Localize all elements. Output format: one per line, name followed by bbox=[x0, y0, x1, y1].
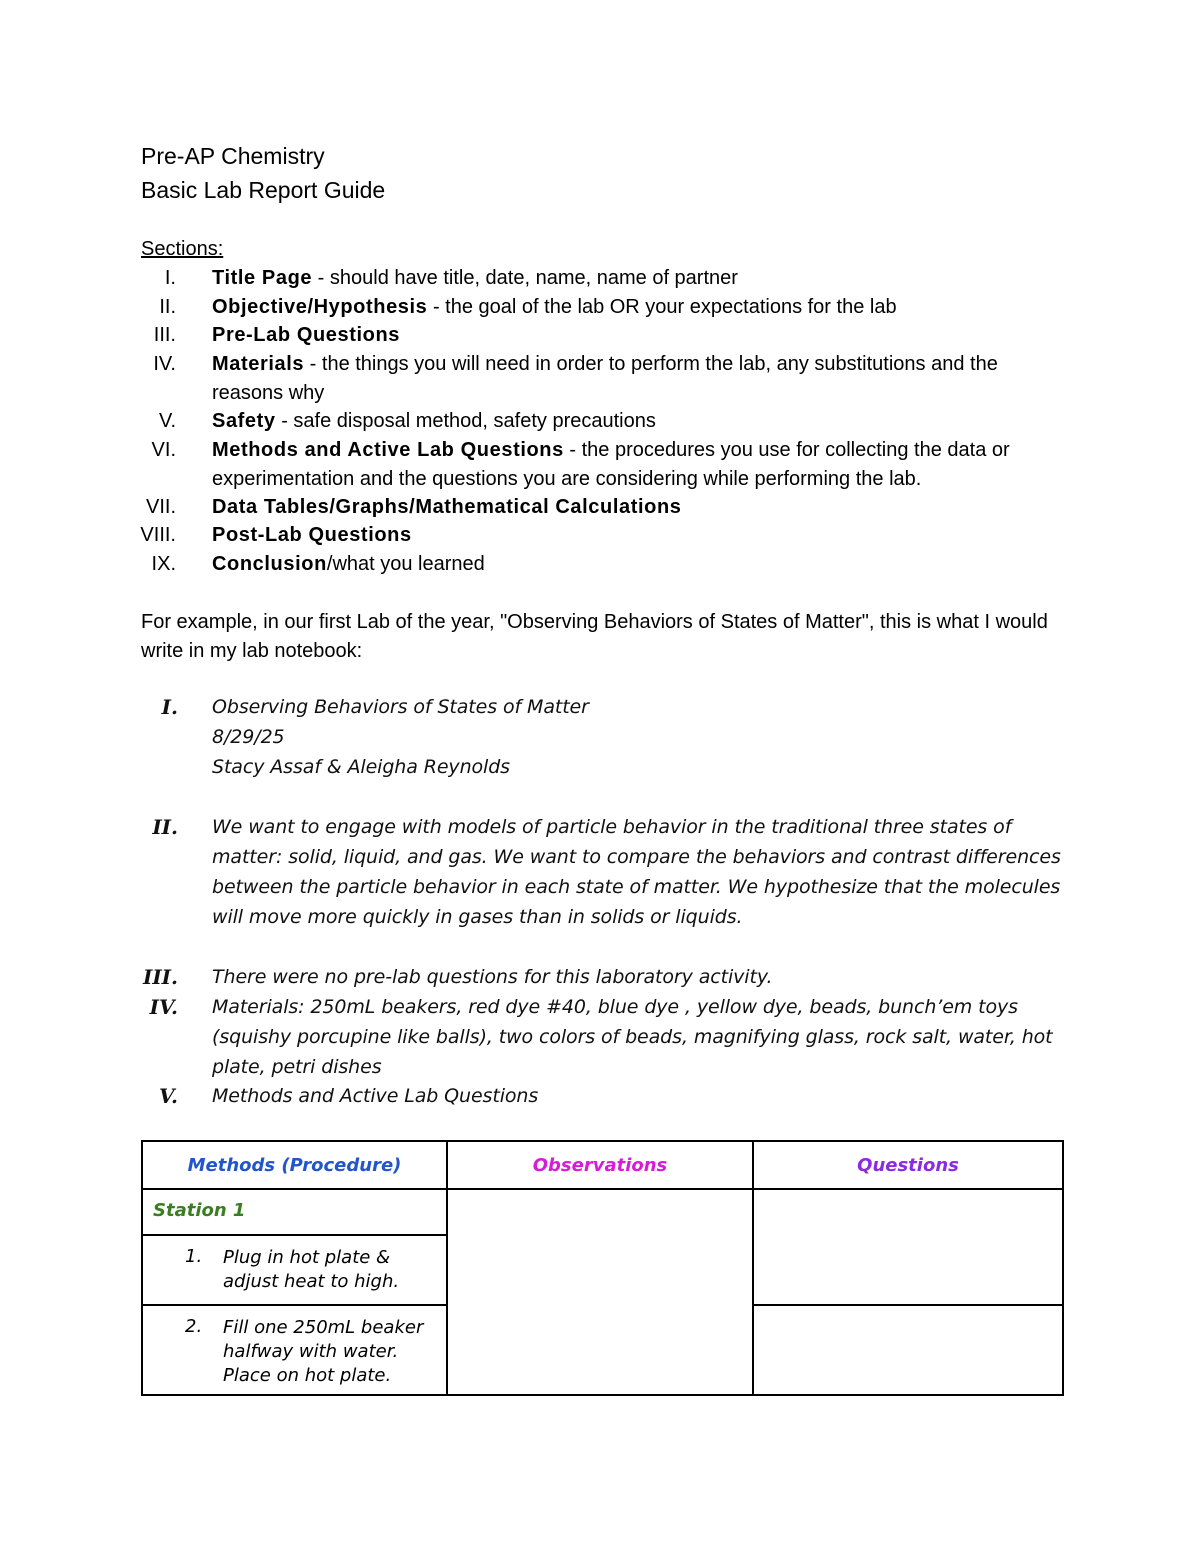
example-lab-title: Observing Behaviors of States of Matter bbox=[212, 696, 589, 718]
section-number: VII. bbox=[145, 496, 176, 518]
document-title: Basic Lab Report Guide bbox=[141, 177, 386, 203]
section-title: Data Tables/Graphs/Mathematical Calculations bbox=[212, 496, 682, 518]
step-text: Fill one 250mL beaker halfway with water. Place on hot plate. bbox=[223, 1317, 424, 1386]
station-label: Station 1 bbox=[142, 1189, 447, 1235]
section-title: Materials bbox=[212, 353, 305, 375]
sections-label: Sections: bbox=[141, 238, 224, 260]
example-number: III. bbox=[142, 965, 178, 989]
table-row bbox=[142, 1189, 1063, 1235]
observations-header: Observations bbox=[447, 1141, 753, 1189]
section-description: - the things you will need in order to perform the lab, any substitutions and the reasons why bbox=[212, 353, 998, 404]
example-text: Methods and Active Lab Questions bbox=[212, 1085, 539, 1107]
section-number: V. bbox=[158, 410, 176, 432]
example-number: IV. bbox=[149, 995, 178, 1019]
section-number: III. bbox=[153, 324, 176, 346]
example-text: Materials: 250mL beakers, red dye #40, blue dye , yellow dye, beads, bunch’em toys (squishy porcupine like balls), two colors of beads, magnifying glass, rock salt, water, hot plate, petri dishes bbox=[212, 996, 1053, 1078]
example-text: There were no pre-lab questions for this laboratory activity. bbox=[212, 966, 773, 988]
methods-table bbox=[141, 1140, 1064, 1396]
section-number: IX. bbox=[151, 553, 176, 575]
section-number: VIII. bbox=[140, 524, 176, 546]
step-number: 2. bbox=[185, 1316, 203, 1337]
example-number: II. bbox=[152, 815, 178, 839]
table-header-row bbox=[142, 1141, 1063, 1189]
section-number: II. bbox=[159, 296, 176, 318]
example-number: I. bbox=[161, 695, 178, 719]
step-text: Plug in hot plate & adjust heat to high. bbox=[223, 1247, 400, 1292]
section-description: - safe disposal method, safety precautions bbox=[275, 410, 656, 432]
section-title: Conclusion bbox=[212, 553, 327, 575]
procedure-step bbox=[142, 1305, 447, 1395]
section-title: Title Page bbox=[212, 267, 313, 289]
section-number: IV. bbox=[153, 353, 176, 375]
example-number: V. bbox=[159, 1084, 178, 1108]
example-names: Stacy Assaf & Aleigha Reynolds bbox=[212, 756, 510, 778]
questions-header: Questions bbox=[753, 1141, 1063, 1189]
section-number: VI. bbox=[151, 439, 176, 461]
section-number: I. bbox=[164, 267, 176, 289]
section-title: Methods and Active Lab Questions bbox=[212, 439, 564, 461]
step-number: 1. bbox=[185, 1246, 203, 1267]
section-title: Objective/Hypothesis bbox=[212, 296, 428, 318]
example-intro: For example, in our first Lab of the year, "Observing Behaviors of States of Matter", this is what I would write in my lab notebook: bbox=[141, 611, 1048, 662]
example-date: 8/29/25 bbox=[212, 726, 285, 748]
course-title: Pre-AP Chemistry bbox=[141, 143, 325, 169]
section-title: Safety bbox=[212, 410, 276, 432]
questions-cell[interactable] bbox=[753, 1305, 1063, 1395]
section-description: - the procedures you use for collecting the data or experimentation and the questions you are considering while performing the lab. bbox=[212, 439, 1010, 490]
observations-cell[interactable] bbox=[447, 1189, 753, 1395]
section-description: - the goal of the lab OR your expectations for the lab bbox=[427, 296, 897, 318]
example-text: We want to engage with models of particle behavior in the traditional three states of matter: solid, liquid, and gas. We want to compare the behaviors and contrast differences between the particle behavior in each state of matter. We hypothesize that the molecules will move more quickly in gases than in solids or liquids. bbox=[212, 816, 1061, 928]
section-description: /what you learned bbox=[326, 553, 485, 575]
questions-cell[interactable] bbox=[753, 1189, 1063, 1305]
procedure-step bbox=[142, 1235, 447, 1305]
section-title: Post-Lab Questions bbox=[212, 524, 412, 546]
methods-header: Methods (Procedure) bbox=[142, 1141, 447, 1189]
section-title: Pre-Lab Questions bbox=[212, 324, 401, 346]
section-description: - should have title, date, name, name of partner bbox=[312, 267, 738, 289]
